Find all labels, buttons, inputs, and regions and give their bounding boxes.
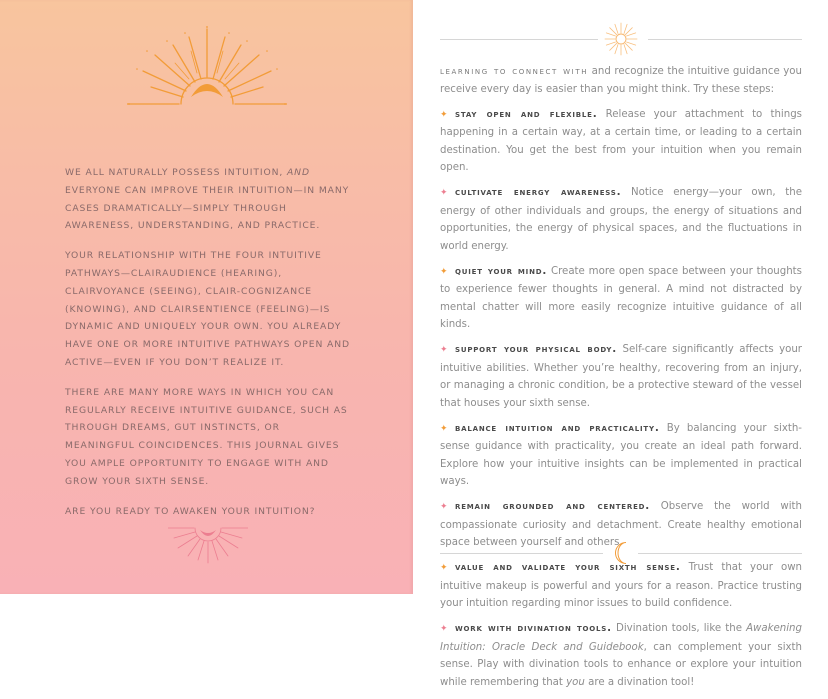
step-body-part: Divination tools, like the [615, 623, 747, 634]
paragraph-3: THERE ARE MANY MORE WAYS IN WHICH YOU CAN REGULARLY RECEIVE INTUITIVE GUIDANCE, SUCH AS THROUGH DREAMS, GUT INSTINCTS, OR MEANINGFUL COINCIDENCES. THIS JOURNAL GIVES YOU AMPLE OPPORTUNITY TO ENGAGE WITH AND GROW YOUR SIXTH SENSE. [65, 386, 348, 487]
step-item [440, 184, 802, 255]
step-body: Notice energy—your own, the energy of other individuals and groups, the energy of situations and opportunities, the energy of physical spaces, and the fluctuations in world energy. [440, 187, 802, 252]
lead-in-caps: learning to connect with [440, 65, 589, 77]
book-title: Awakening Intuition: Oracle Deck and Guidebook [440, 623, 802, 653]
star-bullet-icon: ✦ [440, 266, 448, 277]
step-item [440, 420, 802, 491]
step-body: Self-care significantly affects your intuitive abilities. Whether you’re healthy, recovering from an injury, or managing a chronic condition, be a protective steward of the vessel that houses your sixth sense. [440, 344, 802, 409]
step-item [440, 341, 802, 412]
paragraph-text: EVERYONE CAN IMPROVE THEIR INTUITION—IN MANY CASES DRAMATICALLY—SIMPLY THROUGH AWARENESS, UNDERSTANDING, AND PRACTICE. [65, 184, 350, 232]
star-bullet-icon: ✦ [440, 345, 448, 355]
step-item [440, 106, 802, 177]
step-body: Release your attachment to things happening in a certain way, at a certain time, or leading to a certain destination. You get the best from your intuition when you remain open. [440, 108, 802, 173]
step-body-part: , can complement your sixth sense. Play with divination tools to enhance or explore your intuition while remembering that [440, 641, 802, 688]
star-bullet-icon: ✦ [440, 109, 448, 120]
emphasis-and: AND [287, 167, 310, 178]
top-divider-right [648, 39, 802, 40]
step-item [440, 559, 802, 613]
steps-text-block [440, 63, 802, 699]
intro-paragraph [440, 63, 802, 98]
step-body: Trust that your own intuitive makeup is powerful and yours for a reason. Practice trusting your intuition regarding minor issues to build confidence. [440, 562, 802, 609]
step-body-part: are a divination tool! [584, 676, 695, 688]
step-heading: quiet your mind. [455, 264, 548, 277]
top-divider-left [440, 39, 598, 40]
crescent-moon-icon [613, 541, 631, 565]
star-bullet-icon: ✦ [440, 563, 448, 573]
step-item [440, 620, 802, 691]
emphasis-you: you [566, 676, 585, 688]
step-body: Create more open space between your thoughts to experience fewer thoughts in general. A mind not distracted by mental chatter will more easily recognize intuitive guidance of all kinds. [440, 265, 802, 330]
paragraph-text: WE ALL NATURALLY POSSESS INTUITION, [65, 167, 287, 178]
step-heading: stay open and flexible. [455, 107, 598, 120]
left-page [0, 0, 413, 594]
paragraph-2: YOUR RELATIONSHIP WITH THE FOUR INTUITIVE PATHWAYS—CLAIRAUDIENCE (HEARING), CLAIRVOYANCE (SEEING), CLAIR-COGNIZANCE (KNOWING), AND CLAIRSENTIENCE (FEELING)—IS DYNAMIC AND UNIQUELY YOUR OWN. YOU ALREADY HAVE ONE OR MORE INTUITIVE PATHWAYS OPEN AND ACTIVE—EVEN IF YOU DON’T REALIZE IT. [65, 250, 350, 368]
step-heading: support your physical body. [455, 343, 618, 355]
step-heading: balance intuition and practicality. [455, 421, 660, 434]
inverted-sun-moon-icon [168, 522, 248, 564]
step-heading: work with divination tools. [455, 622, 612, 634]
star-bullet-icon: ✦ [440, 423, 448, 434]
paragraph-4: ARE YOU READY TO AWAKEN YOUR INTUITION? [65, 505, 316, 517]
sunburst-icon [604, 22, 638, 56]
step-heading: value and validate your sixth sense. [455, 561, 681, 573]
star-bullet-icon: ✦ [440, 624, 448, 634]
paragraph-1 [65, 164, 350, 235]
step-item [440, 263, 802, 334]
star-bullet-icon: ✦ [440, 188, 448, 198]
intro-text: and recognize the intuitive guidance you receive every day is easier than you might think. Try these steps: [440, 66, 802, 95]
step-body: By balancing your sixth-sense guidance with practicality, you create an ideal path forward. Explore how your intuitive insights can be implemented in practical ways. [440, 422, 802, 487]
sunrise-with-moon-icon [127, 25, 287, 109]
step-heading: cultivate energy awareness. [455, 186, 622, 198]
step-body: Observe the world with compassionate curiosity and detachment. Create healthy emotional space between yourself and others. [440, 501, 802, 548]
intro-text-block [65, 164, 350, 532]
step-heading: remain grounded and centered. [455, 500, 651, 512]
bottom-divider-left [440, 553, 603, 554]
bottom-divider-right [638, 553, 802, 554]
star-bullet-icon: ✦ [440, 502, 448, 512]
